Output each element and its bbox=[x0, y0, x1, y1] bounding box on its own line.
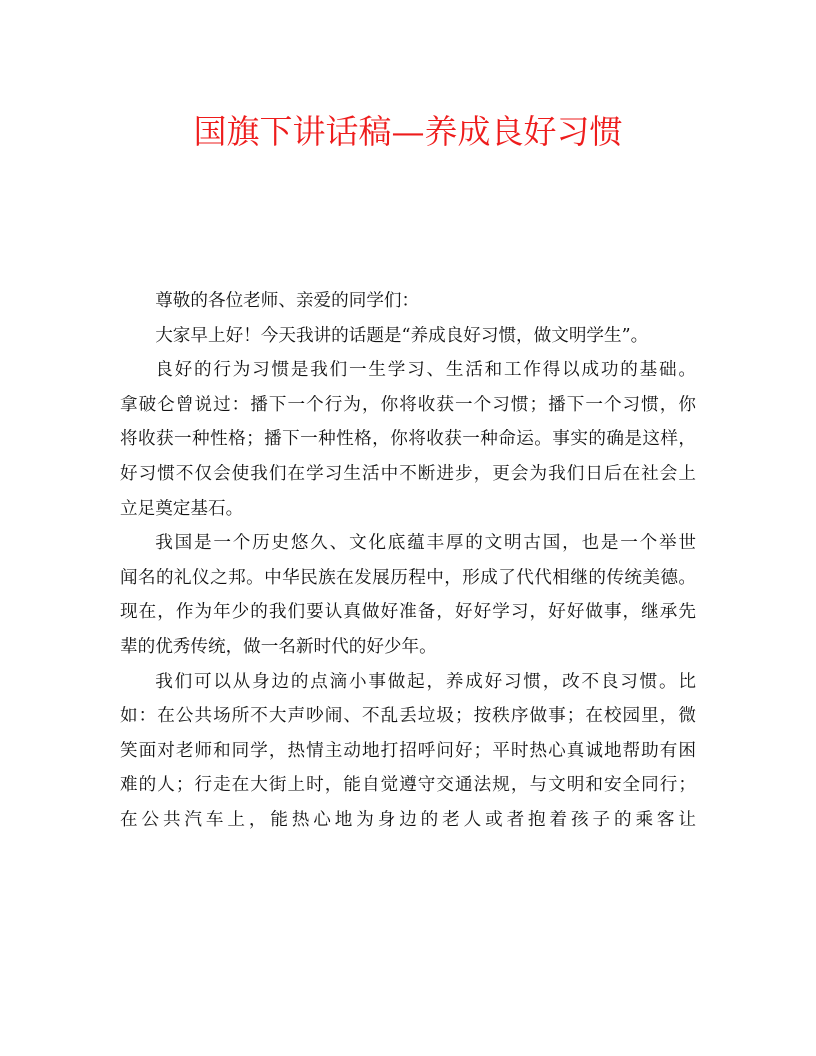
paragraph-line: 大家早上好！今天我讲的话题是“养成良好习惯，做文明学生”。 bbox=[155, 325, 649, 346]
document-body bbox=[120, 284, 696, 838]
paragraph-line: 难的人；行走在大街上时，能自觉遵守交通法规，与文明和安全同行； bbox=[120, 775, 696, 796]
paragraph-line: 我国是一个历史悠久、文化底蕴丰厚的文明古国，也是一个举世 bbox=[155, 533, 696, 554]
paragraph-line: 笑面对老师和同学，热情主动地打招呼问好；平时热心真诚地帮助有困 bbox=[120, 740, 696, 761]
paragraph-line: 良好的行为习惯是我们一生学习、生活和工作得以成功的基础。 bbox=[155, 360, 696, 381]
paragraph-line: 将收获一种性格；播下一种性格，你将收获一种命运。事实的确是这样， bbox=[120, 429, 696, 450]
paragraph-line: 闻名的礼仪之邦。中华民族在发展历程中，形成了代代相继的传统美德。 bbox=[120, 567, 696, 588]
paragraph-line: 立足奠定基石。 bbox=[120, 498, 244, 519]
paragraph-tradition bbox=[120, 526, 696, 664]
paragraph-opening bbox=[120, 319, 696, 354]
paragraph-greeting bbox=[120, 284, 696, 319]
paragraph-line: 好习惯不仅会使我们在学习生活中不断进步，更会为我们日后在社会上 bbox=[120, 463, 696, 484]
paragraph-line: 在公共汽车上，能热心地为身边的老人或者抱着孩子的乘客让 bbox=[120, 809, 696, 830]
paragraph-line: 如：在公共场所不大声吵闹、不乱丢垃圾；按秩序做事；在校园里，微 bbox=[120, 706, 696, 727]
document-title: 国旗下讲话稿—养成良好习惯 bbox=[193, 112, 623, 151]
paragraph-daily-actions bbox=[120, 665, 696, 838]
paragraph-good-habits bbox=[120, 353, 696, 526]
paragraph-line: 辈的优秀传统，做一名新时代的好少年。 bbox=[120, 636, 437, 657]
paragraph-line: 拿破仑曾说过：播下一个行为，你将收获一个习惯；播下一个习惯，你 bbox=[120, 394, 696, 415]
paragraph-line: 现在，作为年少的我们要认真做好准备，好好学习，好好做事，继承先 bbox=[120, 602, 696, 623]
paragraph-line: 尊敬的各位老师、亲爱的同学们： bbox=[155, 291, 420, 311]
paragraph-line: 我们可以从身边的点滴小事做起，养成好习惯，改不良习惯。比 bbox=[155, 671, 696, 692]
